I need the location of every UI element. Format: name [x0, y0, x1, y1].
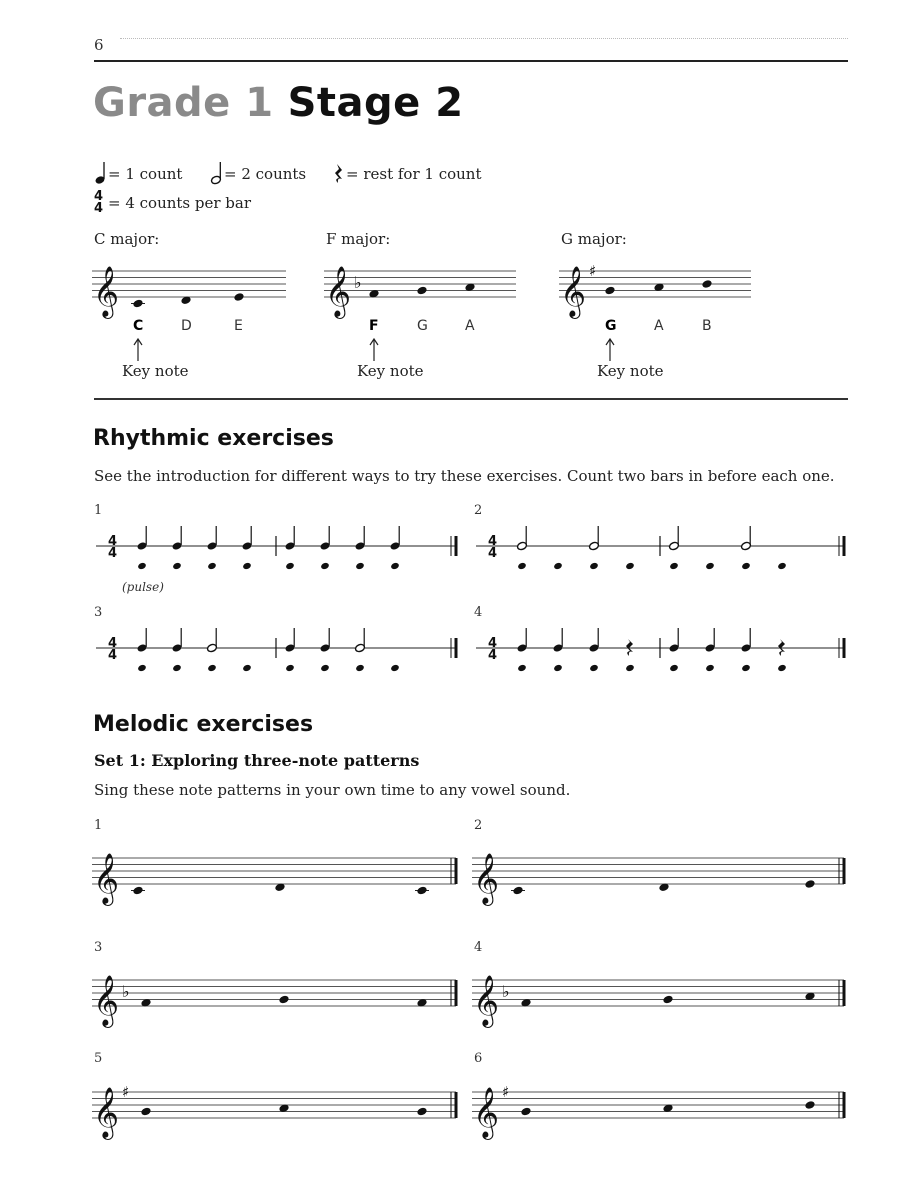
melodic-exercise-4: [470, 962, 850, 1026]
melodic-exercise-number: 6: [474, 1051, 483, 1066]
rhythm-exercise-number: 2: [474, 503, 483, 518]
melodic-intro: Sing these note patterns in your own time to any vowel sound.: [94, 781, 571, 799]
legend-time-sig-text: = 4 counts per bar: [108, 194, 252, 212]
pulse-dot: [285, 562, 295, 571]
pulse-dot: [553, 664, 563, 673]
key-f-label: F major:: [326, 230, 391, 248]
melodic-exercise-5: [90, 1074, 462, 1138]
key-c-note-3: E: [234, 318, 243, 334]
treble-clef-icon: 𝄞: [473, 975, 500, 1026]
note-B: [804, 1100, 815, 1110]
time-signature-bottom: 4: [108, 648, 118, 663]
melodic-exercise-number: 5: [94, 1051, 103, 1066]
svg-text:4: 4: [94, 201, 104, 216]
legend-minim-text: = 2 counts: [224, 165, 307, 183]
note-E: [804, 879, 815, 889]
key-f-note-1: F: [369, 318, 379, 334]
pulse-dot: [669, 664, 679, 673]
key-c-keynote-label: Key note: [122, 362, 189, 380]
flat-sign-icon: ♭: [122, 982, 130, 1001]
treble-clef-icon: 𝄞: [93, 975, 120, 1026]
key-g-note-1: G: [605, 318, 617, 334]
time-signature-top: 4: [488, 534, 498, 549]
note-G: [278, 995, 289, 1005]
key-f-staff: [322, 255, 520, 315]
treble-clef-icon: 𝄞: [93, 853, 120, 904]
pulse-dot: [320, 664, 330, 673]
key-f-note-3: A: [465, 318, 475, 334]
title-stage: Stage 2: [287, 80, 464, 126]
pulse-dot: [625, 562, 635, 571]
pulse-dot: [517, 562, 527, 571]
pulse-dot: [705, 664, 715, 673]
note-B: [701, 279, 712, 289]
treble-clef-icon: 𝄞: [560, 266, 587, 317]
key-c-label: C major:: [94, 230, 160, 248]
pulse-dot: [589, 664, 599, 673]
rhythmic-heading: Rhythmic exercises: [93, 426, 334, 451]
key-f-note-2: G: [417, 318, 428, 334]
pulse-dot: [741, 664, 751, 673]
pulse-dot: [320, 562, 330, 571]
key-c-staff: [90, 255, 290, 315]
melodic-exercise-2: [470, 840, 850, 904]
rhythmic-intro: See the introduction for different ways to try these exercises. Count two bars in before each one.: [94, 467, 835, 485]
rhythm-exercise-3: [94, 622, 462, 682]
note-C: [512, 886, 523, 896]
treble-clef-icon: 𝄞: [473, 1087, 500, 1138]
set-1-title: Set 1: Exploring three-note patterns: [94, 751, 420, 770]
pulse-label: (pulse): [122, 580, 164, 594]
note-G: [416, 1107, 427, 1117]
svg-text:4: 4: [94, 189, 104, 204]
pulse-dot: [242, 664, 252, 673]
legend-rest-text: = rest for 1 count: [346, 165, 482, 183]
pulse-dot: [207, 562, 217, 571]
time-signature-top: 4: [108, 636, 118, 651]
legend-crotchet-text: = 1 count: [108, 165, 183, 183]
pulse-dot: [517, 664, 527, 673]
key-g-note-2: A: [654, 318, 664, 334]
sharp-sign-icon: ♯: [502, 1083, 510, 1101]
note-G: [520, 1107, 531, 1117]
pulse-dot: [207, 664, 217, 673]
note-C: [132, 886, 143, 896]
pulse-dot: [137, 562, 147, 571]
crotchet-rest-icon: [332, 162, 346, 186]
time-signature-top: 4: [108, 534, 118, 549]
melodic-exercise-6: [470, 1074, 850, 1138]
pulse-dot: [172, 664, 182, 673]
time-signature-bottom: 4: [108, 546, 118, 561]
treble-clef-icon: 𝄞: [93, 1087, 120, 1138]
melodic-heading: Melodic exercises: [93, 712, 314, 737]
note-G: [604, 286, 615, 296]
key-g-arrow-icon: [604, 338, 616, 362]
treble-clef-icon: 𝄞: [473, 853, 500, 904]
rhythm-exercise-number: 4: [474, 605, 483, 620]
rhythm-exercise-2: [474, 520, 850, 580]
pulse-dot: [669, 562, 679, 571]
key-f-keynote-label: Key note: [357, 362, 424, 380]
time-signature-bottom: 4: [488, 546, 498, 561]
melodic-exercise-1: [90, 840, 462, 904]
melodic-exercise-3: [90, 962, 462, 1026]
pulse-dot: [355, 562, 365, 571]
note-E: [233, 292, 244, 302]
pulse-dot: [390, 664, 400, 673]
note-G: [662, 995, 673, 1005]
pulse-dot: [705, 562, 715, 571]
flat-sign-icon: ♭: [354, 273, 362, 292]
header-dotted-line: [120, 38, 848, 39]
key-g-note-3: B: [702, 318, 712, 334]
note-G: [140, 1107, 151, 1117]
melodic-exercise-number: 2: [474, 818, 483, 833]
pulse-dot: [172, 562, 182, 571]
rhythm-exercise-1: [94, 520, 462, 580]
note-G: [416, 286, 427, 296]
melodic-exercise-number: 1: [94, 818, 103, 833]
treble-clef-icon: 𝄞: [325, 266, 352, 317]
key-g-staff: [557, 255, 755, 315]
pulse-dot: [242, 562, 252, 571]
key-c-note-1: C: [133, 318, 144, 334]
section-divider: [94, 398, 848, 400]
pulse-dot: [625, 664, 635, 673]
time-signature-bottom: 4: [488, 648, 498, 663]
treble-clef-icon: 𝄞: [93, 266, 120, 317]
key-c-note-2: D: [181, 318, 192, 334]
pulse-dot: [137, 664, 147, 673]
pulse-dot: [553, 562, 563, 571]
page-number: 6: [94, 36, 104, 54]
rhythm-exercise-4: [474, 622, 850, 682]
rhythm-exercise-number: 3: [94, 605, 103, 620]
sharp-sign-icon: ♯: [122, 1083, 130, 1101]
key-f-arrow-icon: [368, 338, 380, 362]
key-c-arrow-icon: [132, 338, 144, 362]
pulse-dot: [285, 664, 295, 673]
note-C: [132, 299, 143, 309]
flat-sign-icon: ♭: [502, 982, 510, 1001]
key-g-label: G major:: [561, 230, 627, 248]
pulse-dot: [777, 664, 787, 673]
note-C: [416, 886, 427, 896]
key-g-keynote-label: Key note: [597, 362, 664, 380]
pulse-dot: [589, 562, 599, 571]
melodic-exercise-number: 3: [94, 940, 103, 955]
pulse-dot: [355, 664, 365, 673]
melodic-exercise-number: 4: [474, 940, 483, 955]
pulse-dot: [777, 562, 787, 571]
time-signature-top: 4: [488, 636, 498, 651]
title-grade: Grade 1: [93, 80, 274, 126]
page-title: [93, 80, 464, 126]
sharp-sign-icon: ♯: [589, 262, 597, 280]
header-rule: [94, 60, 848, 62]
time-signature-icon: [93, 188, 107, 214]
pulse-dot: [390, 562, 400, 571]
pulse-dot: [741, 562, 751, 571]
rhythm-exercise-number: 1: [94, 503, 103, 518]
